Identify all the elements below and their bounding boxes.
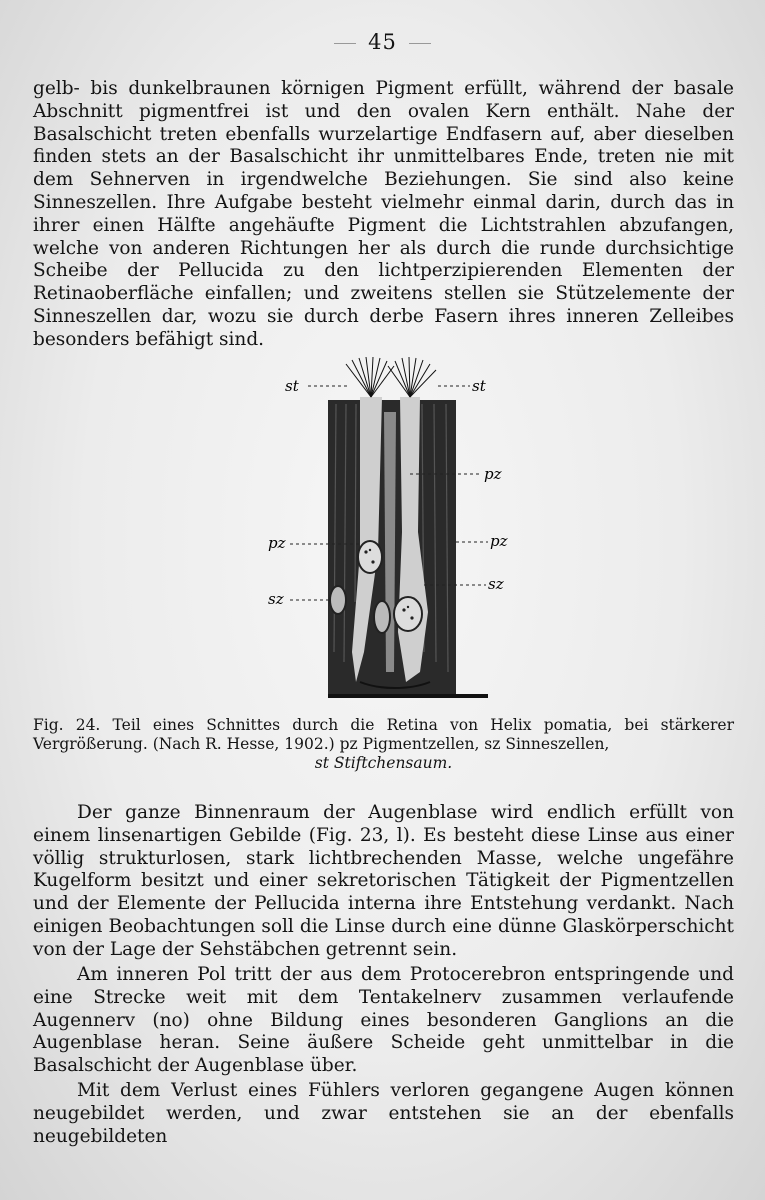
nucleus-middle: [374, 601, 390, 633]
label-pz-right-top: pz: [484, 465, 502, 483]
label-sz-left: sz: [268, 590, 284, 608]
nucleus-pz-left: [358, 541, 382, 573]
nucleus-sz-left: [330, 586, 346, 614]
caption-line-2: st Stiftchensaum.: [314, 754, 453, 772]
paragraph-4: Mit dem Verlust eines Fühlers verloren gegangene Augen können neugebildet werden, und zwar entstehen sie an der ebenfalls neugebildeten: [33, 1080, 734, 1147]
label-sz-right: sz: [488, 575, 504, 593]
stiftchensaum-tufts: [346, 357, 436, 397]
caption-line-1: Fig. 24. Teil eines Schnittes durch die Retina von Helix pomatia, bei stärkerer Vergrößerung. (Nach R. Hesse, 1902.) pz Pigmentzellen, sz Sinneszellen,: [33, 716, 734, 753]
label-pz-right-mid: pz: [490, 532, 508, 550]
pigment-cell-middle: [384, 412, 396, 672]
retina-section-figure: [260, 352, 520, 710]
paragraph-2: Der ganze Binnenraum der Augenblase wird endlich erfüllt von einem linsenartigen Gebilde (Fig. 23, l). Es besteht diese Linse aus einer völlig strukturlosen, stark lichtbrechenden Masse, welche ungefähre Kugelform besitzt und einer sekretorischen Tätigkeit der Pigmentzellen und der Elemente der Pellucida interna ihre Entstehung verdankt. Nach einigen Beobachtungen soll die Linse durch eine dünne Glaskörperschicht von der Lage der Sehstäbchen getrennt sein.: [33, 802, 734, 960]
label-st-right: st: [472, 377, 486, 395]
page-number: 45: [0, 30, 765, 54]
figure-caption: [33, 716, 734, 773]
basal-layer: [328, 694, 488, 698]
nucleus-sz-right: [394, 597, 422, 631]
paragraph-1: gelb- bis dunkelbraunen körnigen Pigment erfüllt, während der basale Abschnitt pigmentfrei ist und den ovalen Kern enthält. Nahe der Basalschicht treten ebenfalls wurzelartige Endfasern auf, aber dieselben finden stets an der Basalschicht ihr unmittelbares Ende, treten nie mit dem Sehnerven in irgendwelche Beziehungen. Sie sind also keine Sinneszellen. Ihre Aufgabe besteht vielmehr einmal darin, durch das in ihrer einen Hälfte angehäufte Pigment die Lichtstrahlen abzufangen, welche von anderen Richtungen her als durch die runde durchsichtige Scheibe der Pellucida zu den lichtperzipierenden Elementen der Retinaoberfläche einfallen; und zweitens stellen sie Stützelemente der Sinneszellen dar, wozu sie durch derbe Fasern ihres inneren Zelleibes besonders befähigt sind.: [33, 78, 734, 350]
label-pz-left: pz: [268, 534, 286, 552]
paragraph-3: Am inneren Pol tritt der aus dem Protocerebron entspringende und eine Strecke weit mit dem Tentakelnerv zusammen verlaufende Augennerv (no) ohne Bildung eines besonderen Ganglions an die Augenblase heran. Seine äußere Scheide geht unmittelbar in die Basalschicht der Augenblase über.: [33, 964, 734, 1077]
label-st-left: st: [285, 377, 299, 395]
